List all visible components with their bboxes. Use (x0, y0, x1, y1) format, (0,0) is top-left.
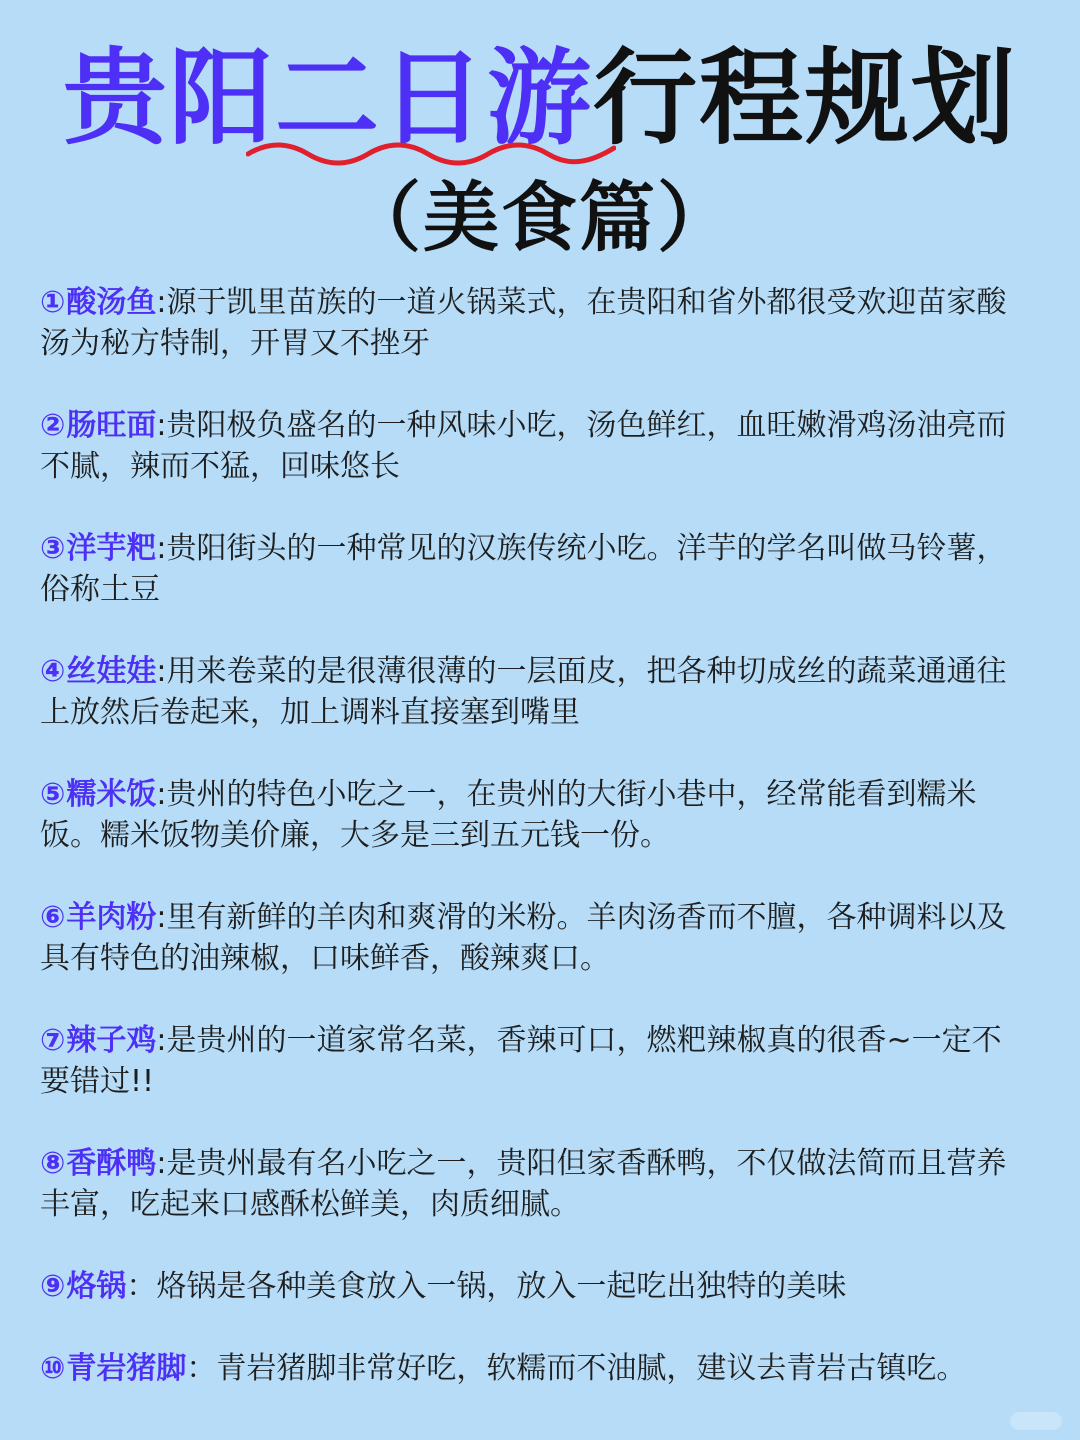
item-separator: : (156, 1023, 167, 1058)
item-number: ① (40, 285, 66, 320)
list-item (40, 1266, 1025, 1307)
item-name: 青岩猪脚 (66, 1351, 187, 1386)
item-number: ④ (40, 654, 66, 689)
item-name: 烙锅 (66, 1269, 127, 1304)
list-item (40, 774, 1025, 856)
item-description: 贵阳极负盛名的一种风味小吃，汤色鲜红，血旺嫩滑鸡汤油亮而不腻，辣而不猛，回味悠长 (40, 408, 1007, 484)
item-separator: : (156, 900, 167, 935)
item-separator: : (156, 285, 167, 320)
page-subtitle: （美食篇） (345, 173, 735, 262)
item-description: 用来卷菜的是很薄很薄的一层面皮，把各种切成丝的蔬菜通通往上放然后卷起来，加上调料直接塞到嘴里 (40, 654, 1007, 730)
item-separator: ： (126, 1269, 157, 1304)
item-name: 辣子鸡 (66, 1023, 157, 1058)
item-separator: : (156, 531, 167, 566)
item-separator: : (156, 408, 167, 443)
wavy-underline-decoration (246, 140, 616, 174)
item-name: 酸汤鱼 (66, 285, 157, 320)
item-number: ⑨ (40, 1269, 66, 1304)
list-item (40, 1348, 1025, 1389)
title-highlight: 贵阳二日游 (62, 37, 593, 159)
item-number: ⑦ (40, 1023, 66, 1058)
item-number: ⑥ (40, 900, 66, 935)
title-rest: 行程规划 (593, 37, 1018, 159)
item-name: 糯米饭 (66, 777, 157, 812)
list-item (40, 1020, 1025, 1102)
list-item (40, 1143, 1025, 1225)
list-item (40, 651, 1025, 733)
item-description: 青岩猪脚非常好吃，软糯而不油腻，建议去青岩古镇吃。 (216, 1351, 967, 1386)
item-name: 丝娃娃 (66, 654, 157, 689)
item-description: 贵阳街头的一种常见的汉族传统小吃。洋芋的学名叫做马铃薯，俗称土豆 (40, 531, 1007, 607)
item-separator: : (156, 777, 167, 812)
item-number: ② (40, 408, 66, 443)
item-separator: ： (186, 1351, 217, 1386)
item-name: 洋芋粑 (66, 531, 157, 566)
list-item (40, 405, 1025, 487)
item-description: 烙锅是各种美食放入一锅，放入一起吃出独特的美味 (156, 1269, 847, 1304)
item-separator: : (156, 1146, 167, 1181)
item-description: 贵州的特色小吃之一，在贵州的大街小巷中，经常能看到糯米饭。糯米饭物美价廉，大多是三到五元钱一份。 (40, 777, 977, 853)
item-name: 香酥鸭 (66, 1146, 157, 1181)
item-name: 肠旺面 (66, 408, 157, 443)
item-name: 羊肉粉 (66, 900, 157, 935)
item-separator: : (156, 654, 167, 689)
item-description: 是贵州的一道家常名菜，香辣可口，燃粑辣椒真的很香~一定不要错过!! (40, 1023, 1002, 1099)
item-number: ③ (40, 531, 66, 566)
list-item (40, 897, 1025, 979)
item-description: 源于凯里苗族的一道火锅菜式，在贵阳和省外都很受欢迎苗家酸汤为秘方特制，开胃又不挫牙 (40, 285, 1007, 361)
watermark-mark (1010, 1412, 1062, 1430)
list-item (40, 528, 1025, 610)
list-item (40, 282, 1025, 364)
item-description: 里有新鲜的羊肉和爽滑的米粉。羊肉汤香而不膻，各种调料以及具有特色的油辣椒，口味鲜香，酸辣爽口。 (40, 900, 1007, 976)
item-description: 是贵州最有名小吃之一，贵阳但家香酥鸭，不仅做法简而且营养丰富，吃起来口感酥松鲜美，肉质细腻。 (40, 1146, 1007, 1222)
item-number: ⑤ (40, 777, 66, 812)
item-number: ⑧ (40, 1146, 66, 1181)
item-number: ⑩ (40, 1351, 66, 1386)
